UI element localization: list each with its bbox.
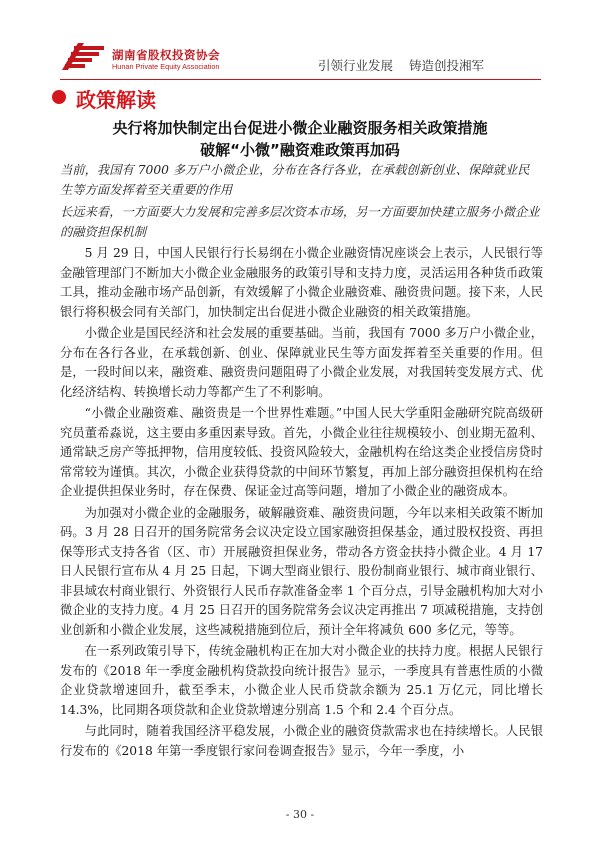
- section-label: 政策解读: [76, 88, 156, 112]
- article-body: [60, 244, 543, 763]
- header-slogan: [318, 56, 500, 74]
- section-heading: [52, 84, 156, 110]
- lead-summary-2: 长远来看，一方面要大力发展和完善多层次资本市场，另一方面要加快建立服务小微企业的融资担保机制: [60, 205, 540, 239]
- page-number: - 30 -: [285, 808, 315, 821]
- lead-summary-1: 当前，我国有 7000 多万户小微企业，分布在各行各业，在承载创新创业、保障就业民生等方面发挥着至关重要的作用: [60, 163, 530, 197]
- article-title-line-2: 破解“小微”融资难政策再加码: [200, 141, 400, 159]
- paragraph-2: 小微企业是国民经济和社会发展的重要基础。当前，我国有 7000 多万户小微企业，分布在各行各业，在承载创新、创业、保障就业民生等方面发挥着至关重要的作用。但是，一段时间以来，融资难、融资贵问题阻碍了小微企业发展，对我国转变发展方式、优化经济结构、转换增长动力等都产生了不利影响。: [60, 326, 543, 399]
- header-divider: [60, 79, 541, 80]
- paragraph-5: 在一系列政策引导下，传统金融机构正在加大对小微企业的扶持力度。根据人民银行发布的《2018 年一季度金融机构贷款投向统计报告》显示，一季度具有普惠性质的小微企业贷款增速回升，截至季末，小微企业人民币贷款余额为 25.1 万亿元，同比增长 14.3%，比同期各项贷款和企业贷款增速分别高 1.5 个和 2.4 个百分点。: [60, 644, 543, 717]
- paragraph-1: 5 月 29 日，中国人民银行行长易纲在小微企业融资情况座谈会上表示，人民银行等金融管理部门不断加大小微企业金融服务的政策引导和支持力度，灵活运用各种货币政策工具，推动金融市场产品创新，有效缓解了小微企业融资难、融资贵问题。接下来，人民银行将积极会同有关部门，加快制定出台促进小微企业融资的相关政策措施。: [60, 246, 543, 319]
- bullet-dot-icon: [52, 90, 66, 104]
- org-name-en: Hunan Private Equity Association: [112, 62, 220, 71]
- paragraph-3: “小微企业融资难、融资贵是一个世界性难题。”中国人民大学重阳金融研究院高级研究员董希淼说，这主要由多重因素导致。首先，小微企业往往规模较小、创业期无盈利、通常缺乏房产等抵押物，信用度较低、投资风险较大，金融机构在给这类企业授信房贷时常常较为谨慎。其次，小微企业获得贷款的中间环节繁复，再加上部分融资担保机构在给企业提供担保业务时，存在保费、保证金过高等问题，增加了小微企业的融资成本。: [60, 406, 543, 498]
- org-name-cn: 湖南省股权投资协会: [112, 48, 220, 62]
- slogan-part-2: 铸造创投湘军: [409, 58, 485, 73]
- page-header: [0, 0, 600, 80]
- paragraph-4: 为加强对小微企业的金融服务，破解融资难、融资贵问题，今年以来相关政策不断加码。3 月 28 日召开的国务院常务会议决定设立国家融资担保基金，通过股权投资、再担保等形式支持各省（区、市）开展融资担保业务，带动各方资金扶持小微企业。4 月 17 日人民银行宣布从 4 月 25 日起，下调大型商业银行、股份制商业银行、城市商业银行、非县域农村商业银行、外资银行人民币存款准备金率 1 个百分点，引导金融机构加大对小微企业的支持力度。4 月 25 日召开的国务院常务会议决定再推出 7 项减税措施，支持创业创新和小微企业发展，这些减税措施到位后，预计全年将减负 600 多亿元，等等。: [60, 505, 543, 637]
- slogan-part-1: 引领行业发展: [318, 58, 394, 73]
- paragraph-6: 与此同时，随着我国经济平稳发展，小微企业的融资贷款需求也在持续增长。人民银行发布的《2018 年第一季度银行家问卷调查报告》显示，今年一季度，小: [60, 724, 543, 758]
- association-logo-icon: [60, 40, 106, 72]
- article-title-line-1: 央行将加快制定出台促进小微企业融资服务相关政策措施: [112, 119, 488, 137]
